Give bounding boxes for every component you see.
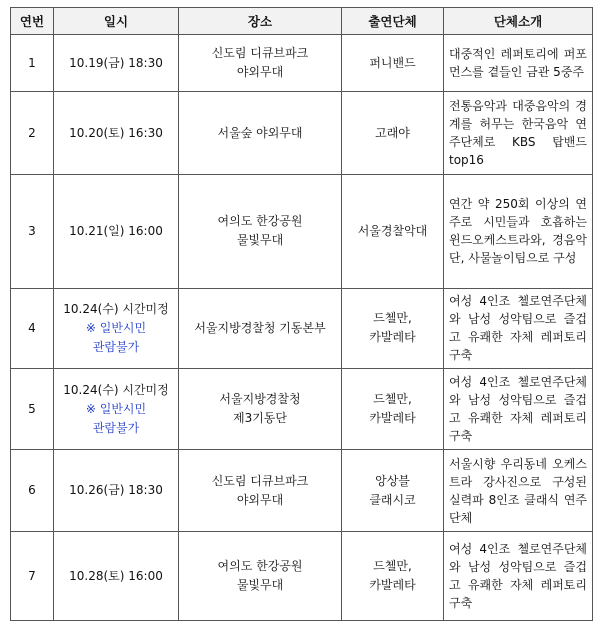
venue-text: 물빛무대 [236, 233, 284, 248]
row-group [342, 288, 444, 369]
row-venue [179, 92, 342, 175]
row-datetime [54, 369, 179, 450]
venue-text: 신도림 디큐브파크 [211, 473, 309, 488]
table-row [11, 449, 593, 532]
row-number: 3 [11, 174, 54, 288]
datetime-text: 10.28(토) 16:00 [69, 568, 163, 583]
row-intro: 대중적인 레퍼토리에 퍼포먼스를 곁들인 금관 5중주 [444, 35, 593, 92]
venue-text: 서울지방경찰청 기동본부 [194, 320, 326, 335]
row-intro: 여성 4인조 첼로연주단체와 남성 성악팀으로 즐겁고 유쾌한 자체 레퍼토리 구축 [444, 288, 593, 369]
header-intro: 단체소개 [444, 8, 593, 35]
row-datetime [54, 35, 179, 92]
group-name: 드첼만, [373, 559, 412, 574]
restriction-note: ※ 일반시민 [85, 401, 147, 416]
group-name: 고래야 [375, 125, 410, 140]
table-header [11, 8, 593, 35]
header-group: 출연단체 [342, 8, 444, 35]
row-intro: 서울시향 우리동네 오케스트라 강사진으로 구성된 실력파 8인조 클래식 연주단체 [444, 449, 593, 532]
row-venue [179, 532, 342, 621]
venue-text: 물빛무대 [236, 578, 284, 593]
group-name: 카발레타 [369, 578, 416, 593]
header-venue: 장소 [179, 8, 342, 35]
venue-text: 제3기동단 [232, 411, 287, 426]
datetime-text: 10.21(일) 16:00 [69, 223, 163, 238]
row-number: 6 [11, 449, 54, 532]
row-number: 4 [11, 288, 54, 369]
venue-text: 서울숲 야외무대 [217, 125, 303, 140]
row-intro: 여성 4인조 첼로연주단체와 남성 성악팀으로 즐겁고 유쾌한 자체 레퍼토리 구축 [444, 532, 593, 621]
row-group [342, 35, 444, 92]
row-group [342, 532, 444, 621]
datetime-text: 10.24(수) 시간미정 [63, 382, 169, 397]
venue-text: 여의도 한강공원 [217, 559, 303, 574]
row-number: 5 [11, 369, 54, 450]
header-datetime: 일시 [54, 8, 179, 35]
row-datetime [54, 532, 179, 621]
row-venue [179, 174, 342, 288]
row-number: 1 [11, 35, 54, 92]
venue-text: 야외무대 [236, 65, 284, 80]
group-name: 드첼만, [373, 392, 412, 407]
row-datetime [54, 288, 179, 369]
restriction-note: 관람불가 [92, 420, 140, 435]
row-intro: 연간 약 250회 이상의 연주로 시민들과 호흡하는 윈드오케스트라와, 경음악단, 사물놀이팀으로 구성 [444, 174, 593, 288]
row-venue [179, 369, 342, 450]
row-venue [179, 35, 342, 92]
group-name: 클래시코 [369, 492, 416, 507]
row-datetime [54, 449, 179, 532]
row-datetime [54, 174, 179, 288]
venue-text: 야외무대 [236, 492, 284, 507]
row-group [342, 92, 444, 175]
group-name: 앙상블 [375, 473, 410, 488]
group-name: 카발레타 [369, 330, 416, 345]
group-name: 카발레타 [369, 411, 416, 426]
table-row [11, 532, 593, 621]
datetime-text: 10.26(금) 18:30 [69, 483, 163, 498]
table-row [11, 174, 593, 288]
datetime-text: 10.20(토) 16:30 [69, 125, 163, 140]
datetime-text: 10.19(금) 18:30 [69, 55, 163, 70]
venue-text: 서울지방경찰청 [219, 392, 301, 407]
group-name: 드첼만, [373, 311, 412, 326]
row-venue [179, 288, 342, 369]
table-row [11, 35, 593, 92]
row-group [342, 449, 444, 532]
restriction-note: ※ 일반시민 [85, 320, 147, 335]
table-row [11, 288, 593, 369]
row-intro: 전통음악과 대중음악의 경계를 허무는 한국음악 연주단체로 KBS 탑밴드 top16 [444, 92, 593, 175]
table-body [11, 35, 593, 621]
row-group [342, 369, 444, 450]
group-name: 퍼니밴드 [369, 55, 416, 70]
row-venue [179, 449, 342, 532]
venue-text: 여의도 한강공원 [217, 214, 303, 229]
table-row [11, 369, 593, 450]
header-row [11, 8, 593, 35]
row-datetime [54, 92, 179, 175]
datetime-text: 10.24(수) 시간미정 [63, 301, 169, 316]
row-group [342, 174, 444, 288]
table-row [11, 92, 593, 175]
row-number: 2 [11, 92, 54, 175]
header-number: 연번 [11, 8, 54, 35]
row-number: 7 [11, 532, 54, 621]
row-intro: 여성 4인조 첼로연주단체와 남성 성악팀으로 즐겁고 유쾌한 자체 레퍼토리 구축 [444, 369, 593, 450]
restriction-note: 관람불가 [92, 339, 140, 354]
group-name: 서울경찰악대 [357, 223, 428, 238]
performance-schedule-table [10, 7, 593, 621]
venue-text: 신도림 디큐브파크 [211, 46, 309, 61]
